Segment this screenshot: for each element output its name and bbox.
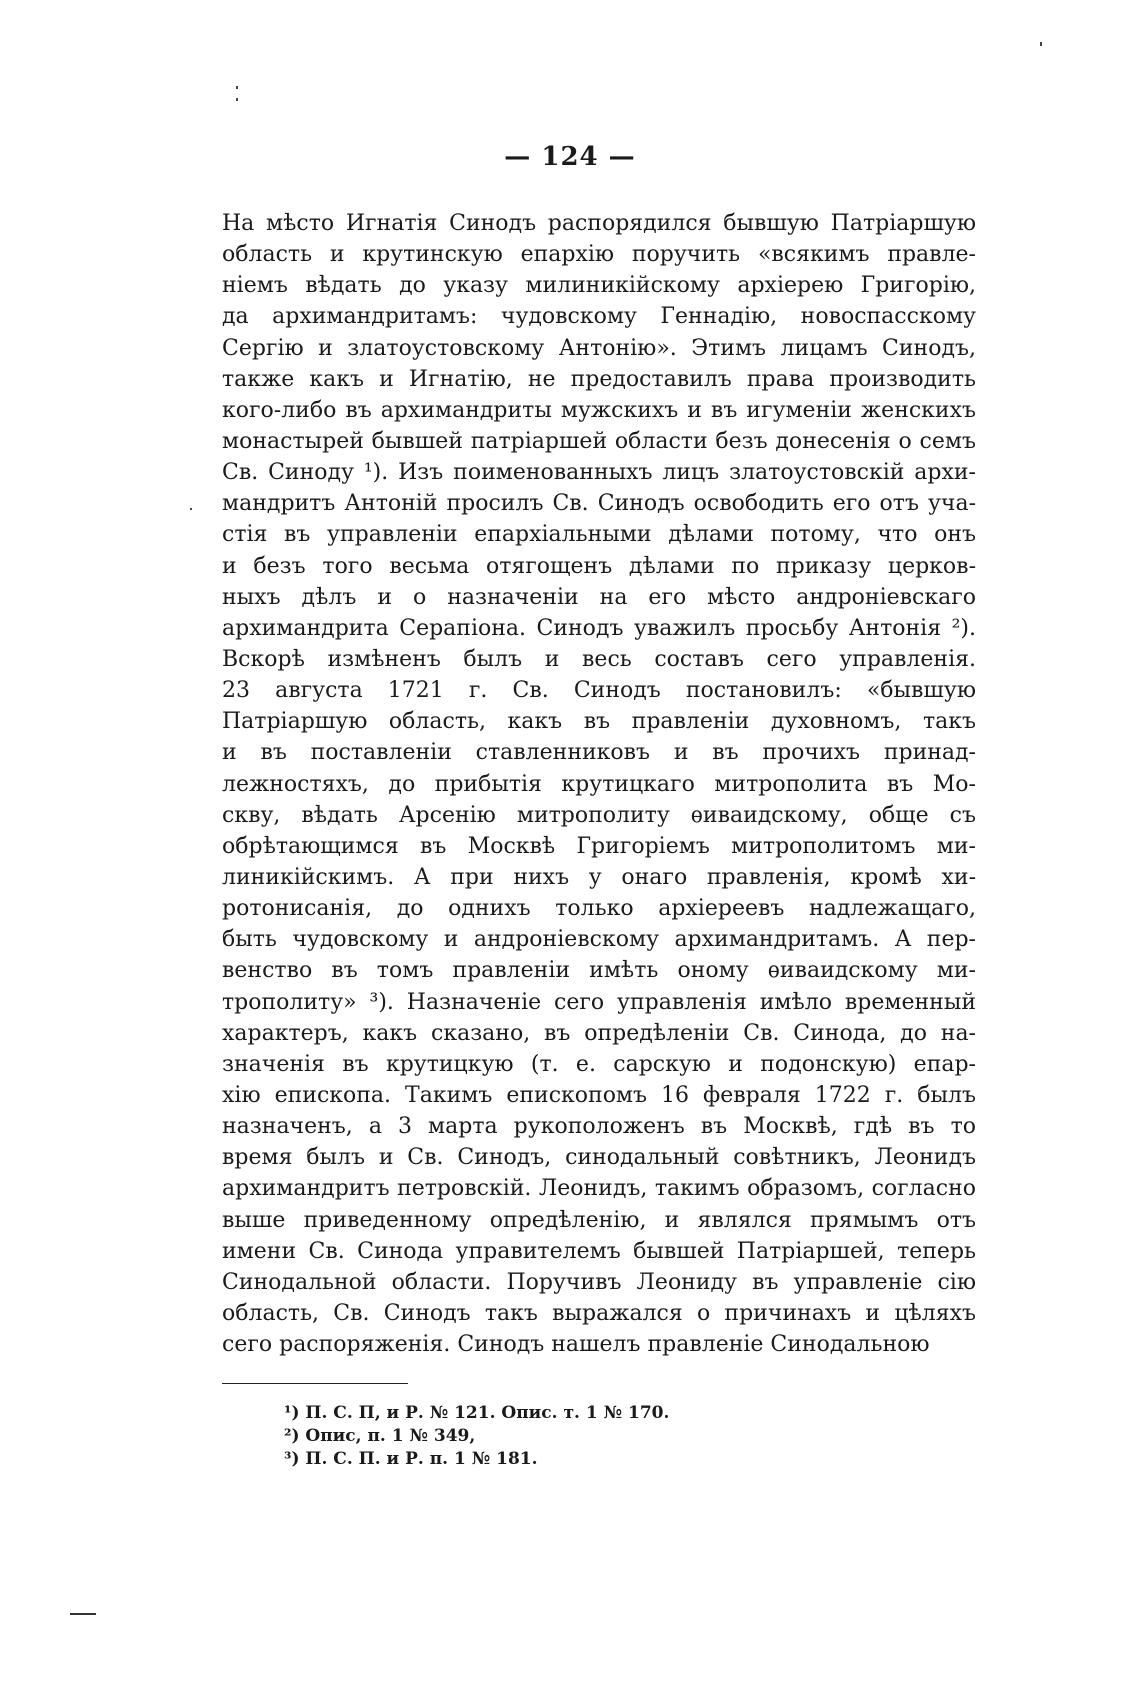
footnote-2: ²) Опис, п. 1 № 349, [284, 1426, 476, 1446]
text-line-2: область и крутинскую епархію поручить «всякимъ правле- [222, 242, 976, 268]
text-line-17: Патріаршую область, какъ въ правленіи духовномъ, такъ [222, 709, 976, 735]
text-line-5: Сергію и златоустовскому Антонію». Этимъ лицамъ Синодъ, [222, 335, 976, 361]
scan-speck-5 [70, 1613, 96, 1615]
text-line-25: венство въ томъ правленіи имѣть оному ѳиваидскому ми- [222, 958, 976, 984]
text-line-18: и въ поставленіи ставленниковъ и въ прочихъ принад- [222, 740, 976, 766]
footnote-1: ¹) П. С. П, и Р. № 121. Опис. т. 1 № 170. [284, 1403, 670, 1423]
text-line-11: стія въ управленіи епархіальными дѣлами потому, что онъ [222, 522, 976, 548]
text-line-33: выше приведенному опредѣленію, и являлся прямымъ отъ [222, 1207, 976, 1233]
text-line-1: На мѣсто Игнатія Синодъ распорядился бывшую Патріаршую [222, 211, 976, 236]
text-line-35: Синодальной области. Поручивъ Леониду въ управленіе сію [222, 1269, 976, 1295]
scan-speck-3 [1040, 42, 1042, 46]
scan-speck-4 [190, 508, 192, 510]
text-line-13: ныхъ дѣлъ и о назначеніи на его мѣсто андроніевскаго [222, 584, 976, 610]
footnote-divider [222, 1383, 408, 1384]
text-line-24: быть чудовскому и андроніевскому архимандритамъ. А пер- [222, 927, 976, 953]
text-line-34: имени Св. Синода управителемъ бывшей Патріаршей, теперь [222, 1238, 976, 1264]
text-line-21: обрѣтающимся въ Москвѣ Григоріемъ митрополитомъ ми- [222, 833, 976, 859]
text-line-37: сего распоряженія. Синодъ нашелъ правленіе Синодальною [222, 1332, 930, 1358]
text-line-29: хію епископа. Такимъ епископомъ 16 февраля 1722 г. былъ [222, 1082, 976, 1108]
text-line-9: Св. Синоду ¹). Изъ поименованныхъ лицъ златоустовскій архи- [222, 460, 976, 486]
text-line-30: назначенъ, а 3 марта рукоположенъ въ Москвѣ, гдѣ въ то [222, 1114, 976, 1140]
scan-speck-1 [236, 86, 238, 89]
text-line-31: время былъ и Св. Синодъ, синодальный совѣтникъ, Леонидъ [222, 1145, 976, 1171]
text-line-23: ротонисанія, до однихъ только архіереевъ надлежащаго, [222, 896, 976, 922]
scan-speck-2 [236, 98, 238, 101]
text-line-16: 23 августа 1721 г. Св. Синодъ постановилъ: «бывшую [222, 678, 976, 704]
text-line-4: да архимандритамъ: чудовскому Геннадію, новоспасскому [222, 304, 976, 330]
text-line-14: архимандрита Серапіона. Синодъ уважилъ просьбу Антонія ²). [222, 615, 976, 641]
text-line-20: скву, вѣдать Арсенію митрополиту ѳиваидскому, обще съ [222, 802, 976, 828]
main-text-block [222, 208, 976, 1360]
text-line-26: трополиту» ³). Назначеніе сего управленія имѣло временный [222, 989, 976, 1015]
text-line-3: ніемъ вѣдать до указу милиникійскому архіерею Григорію, [222, 273, 976, 299]
text-line-10: мандритъ Антоній просилъ Св. Синодъ освободить его отъ уча- [222, 491, 976, 517]
text-line-8: монастырей бывшей патріаршей области безъ донесенія о семъ [222, 428, 976, 454]
text-line-27: характеръ, какъ сказано, въ опредѣленіи Св. Синода, до на- [222, 1020, 976, 1046]
text-line-22: линикійскимъ. А при нихъ у онаго правленія, кромѣ хи- [222, 864, 976, 890]
text-line-28: значенія въ крутицкую (т. е. сарскую и подонскую) епар- [222, 1051, 976, 1077]
footnotes-block [284, 1402, 924, 1471]
text-line-32: архимандритъ петровскій. Леонидъ, такимъ образомъ, согласно [222, 1176, 976, 1202]
text-line-36: область, Св. Синодъ такъ выражался о причинахъ и цѣляхъ [222, 1300, 976, 1326]
text-line-12: и безъ того весьма отягощенъ дѣлами по приказу церков- [222, 553, 976, 579]
text-line-15: Вскорѣ измѣненъ былъ и весь составъ сего управленія. [222, 646, 976, 672]
page-number: — 124 — [504, 142, 636, 172]
text-line-7: кого-либо въ архимандриты мужскихъ и въ игуменіи женскихъ [222, 397, 976, 423]
text-line-19: лежностяхъ, до прибытія крутицкаго митрополита въ Мо- [222, 771, 976, 797]
text-line-6: также какъ и Игнатію, не предоставилъ права производить [222, 366, 976, 392]
footnote-3: ³) П. С. П. и Р. п. 1 № 181. [284, 1449, 538, 1469]
